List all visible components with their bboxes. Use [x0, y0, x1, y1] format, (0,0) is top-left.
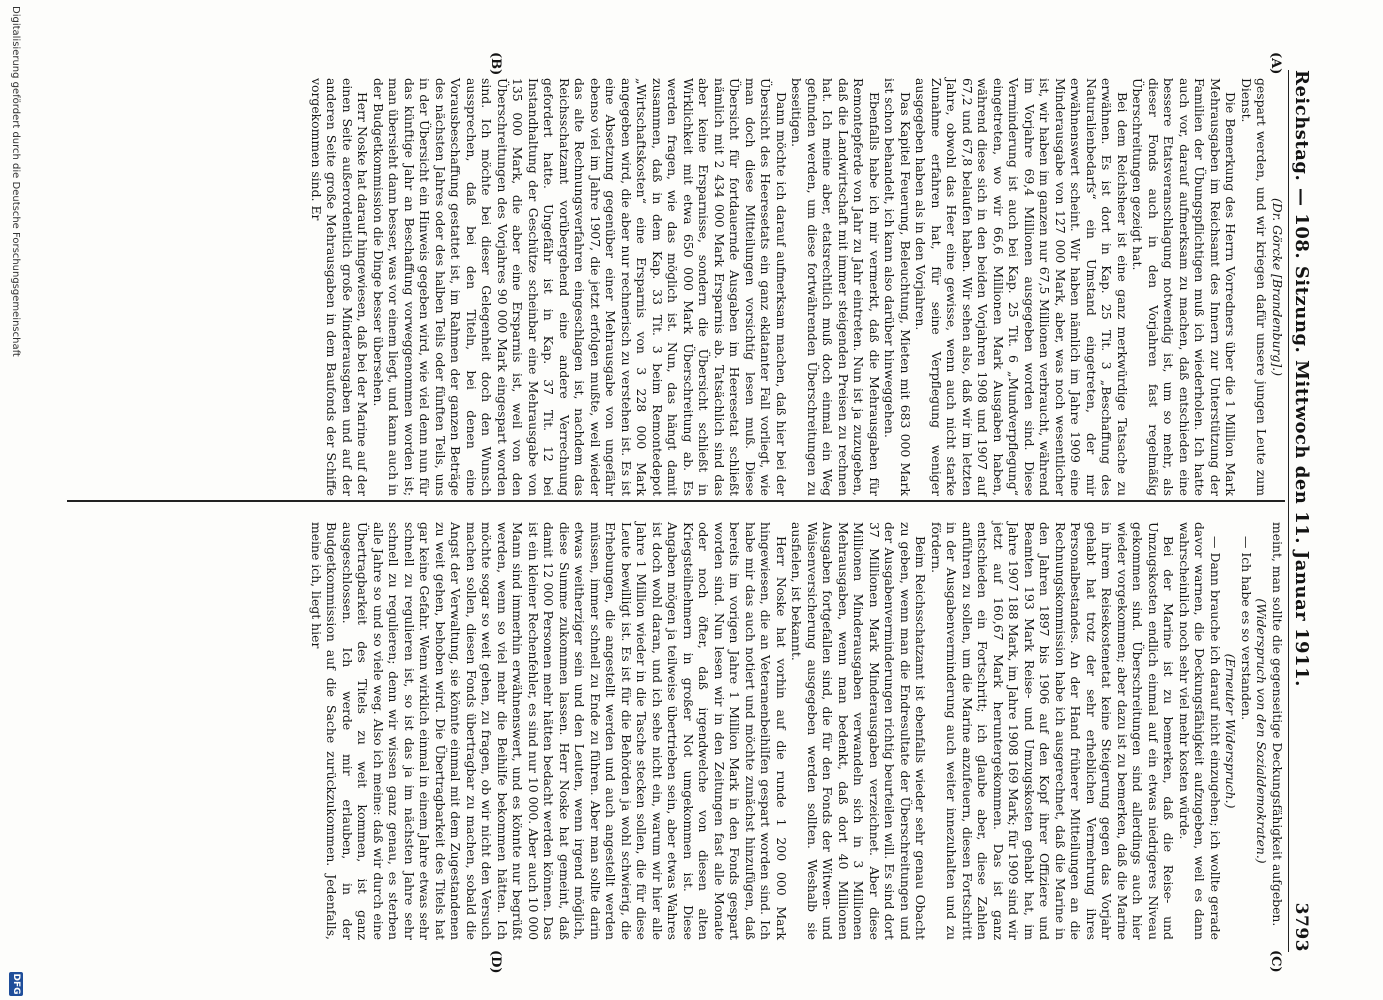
- paragraph: Dann möchte ich darauf aufmerksam machen, daß hier bei der Übersicht des Heeresetats ein ganz eklatanter Fall vorliegt, wie man doch diese Mitteilungen vorsichtig lesen muß. Diese Übersicht für fortdauernde Ausgaben im Heeresetat schließt nämlich mit 2 434 000 Mark Ersparnis ab. Tatsächlich sind das aber keine Ersparnisse, sondern die Übersicht schließt in Wirklichkeit mit etwa 650 000 Mark Überschreitung ab. Es werden fragen, wie das möglich ist. Nun, das hängt damit zusammen, daß in dem Kap. 33 Tit. 3 beim Remontedepot „Wirtschaftskosten“ eine Ersparnis von 3 228 000 Mark angegeben wird, die aber nur rechnerisch zu verstehen ist. Es ist eine Absetzung gegenüber einer Mehrausgabe von ungefähr ebenso viel im Jahre 1907, die jetzt erfolgen mußte, weil wieder das alte Rechnungsverfahren eingeschlagen ist, nachdem das Reichsschatzamt vorübergehend eine andere Verrechnung gefordert hatte. Ungefähr ist in Kap. 37 Tit. 12 bei Instandhaltung der Geschütze scheinbar eine Mehrausgabe von 135 000 Mark, die aber eine Ersparnis ist, weil von den Überschreitungen des Vorjahres 90 000 Mark eingespart worden sind. Ich möchte bei dieser Gelegenheit doch den Wunsch aussprechen, daß bei den Titeln, bei denen eine Vorausbeschaffung gestattet ist, im Rahmen der ganzen Beträge des nächsten Jahres oder des halben Teils oder fünften Teils, uns in der Übersicht ein Hinweis gegeben wird, wie viel denn nun für das künftige Jahr an Beschaffung vorweggenommen worden ist; man übersieht dann besser, was vor einem liegt, und kann auch in der Budgetkommission die Dinge besser übersehen.: [371, 78, 789, 496]
- paragraph: Bei dem Reichsheer ist eine ganz merkwürdige Tatsache zu erwähnen. Es ist dort in Kap. 25 Tit. 3 „Beschaffung des Naturalienbedarfs“ ein Umstand eingetreten, der mir erwähnenswert scheint. Wir haben nämlich im Jahre 1909 eine Minderausgabe von 127 000 Mark, aber, was noch wesentlicher ist, wir haben im ganzen nur 67,5 Millionen verbraucht, während im Vorjahre 69,4 Millionen ausgegeben worden sind. Diese Verminderung ist auch bei Kap. 25 Tit. 6 „Mundverpflegung“ eingetreten, wo wir 66,6 Millionen Mark Ausgaben haben, während diese sich in den beiden Vorjahren 1908 und 1907 auf 67,2 und 67,8 belaufen haben. Wir sehen also, daß wir im letzten Jahre, obwohl das Heer eine gewisse, wenn auch nicht starke Zunahme erfahren hat, für seine Verpflegung weniger ausgegeben haben als in den Vorjahren.: [913, 78, 1130, 496]
- right-column: [309, 522, 1286, 940]
- paragraph: Beim Reichsschatzamt ist ebenfalls wieder sehr genau Obacht zu geben, wenn man die Endresultate der Überschreitungen und der Ausgabenverminderungen richtig beurteilen will. Es sind dort 37 Millionen Mark Minderausgaben verzeichnet. Aber diese Millionen Minderausgaben verwandeln sich in 3 Millionen Mehrausgaben, wenn man bedenkt, daß dort 40 Millionen Ausgaben fortgefallen sind, die für den Fonds der Witwen- und Waisenversicherung ausgegeben werden sollten. Weshalb sie ausfielen, ist bekannt.: [789, 522, 929, 940]
- margin-marker-a: (A): [1268, 52, 1283, 75]
- interjection: (Erneuter Widerspruch.): [1223, 653, 1239, 809]
- paragraph: Ebenfalls habe ich mir vermerkt, daß die Mehrausgaben für Remontepferde von Jahr zu Jahr eintreten. Nun ist ja zuzugeben, daß die Landwirtschaft mit immer steigenden Preisen zu rechnen hat. Ich meine aber, etatsrechtlich muß doch einmal ein Weg gefunden werden, um diese fortwährenden Überschreitungen zu beseitigen.: [789, 78, 882, 496]
- paragraph: Die Bemerkung des Herrn Vorredners über die 1 Million Mark Mehrausgaben im Reichsamt des Innern zur Unterstützung der Familien der Übungspflichtigen muß ich wiederholen. Ich hatte auch vor, darauf aufmerksam zu machen, daß entschieden eine bessere Etatsveranschlagung notwendig ist, um so mehr, als dieser Fonds auch in den Vorjahren fast regelmäßig Überschreitungen gezeigt hat.: [1130, 78, 1239, 496]
- paragraph: gespart werden, und wir kriegen dafür unsere jungen Leute zum Dienst.: [1239, 78, 1270, 496]
- left-column: [309, 78, 1286, 496]
- margin-marker-b: (B): [488, 52, 503, 76]
- paragraph: — Ich habe es so verstanden.: [1239, 536, 1254, 721]
- paragraph: meint, man sollte die gegenseitige Deckungsfähigkeit aufgeben.: [1270, 522, 1285, 927]
- paragraph: — Dann brauche ich darauf nicht einzugehen; ich wollte gerade davor warnen, die Deckungsfähigkeit aufzugeben, weil es dann wahrscheinlich noch sehr viel mehr kosten würde.: [1177, 522, 1223, 940]
- page-header: [1288, 70, 1317, 952]
- speaker-note: (Dr. Görcke [Brandenburg].): [1270, 197, 1285, 377]
- interjection: (Widerspruch von den Sozialdemokraten.): [1254, 598, 1270, 864]
- paragraph: Bei der Marine ist zu bemerken, daß die Reise- und Umzugskosten endlich einmal auf ein etwas niedrigeres Niveau gekommen sind. Überschreitungen sind allerdings auch hier wieder vorgekommen; aber dazu ist zu bemerken, daß die Marine in ihrem Reisekostenetat keine Steigerung gegen das Vorjahr gehabt hat trotz der sehr erheblichen Vermehrung ihres Personalbestandes. An der Hand früherer Mitteilungen an die Rechnungskommission habe ich ausgerechnet, daß die Marine in den Jahren 1897 bis 1906 auf den Kopf ihrer Offiziere und Beamten 193 Mark Reise- und Umzugskosten gehabt hat, im Jahre 1907 188 Mark, im Jahre 1908 169 Mark; für 1909 sind wir jetzt auf 160,67 Mark heruntergekommen. Das ist ganz entschieden ein Fortschritt; ich glaube aber, diese Zahlen anführen zu sollen, um die Marine anzufeuern, diesen Fortschritt in der Ausgabenverminderung auch weiter innezuhalten und zu fördern.: [929, 522, 1177, 940]
- digitization-credit: Digitalisierung gefördert durch die Deutsche Forschungsgemeinschaft: [10, 6, 21, 357]
- column-divider: [67, 500, 1285, 502]
- paragraph: Herr Noske hat vorhin auf die runde 1 200 000 Mark hingewiesen, die an Veteranenbeihilfen gespart worden sind. Ich habe mir das auch notiert und möchte zunächst hinzufügen, daß bereits im vorigen Jahre 1 Million Mark in den Fonds gespart worden sind. Nun lesen wir in den Zeitungen fast alle Monate oder noch öfter, daß irgendwelche von diesen alten Kriegsteilnehmern in großer Not umgekommen ist. Diese Angaben mögen ja teilweise übertrieben sein, aber etwas Wahres ist doch wohl daran, und ich sehe nicht ein, warum wir hier alle Jahre 1 Million wieder in die Tasche stecken sollen, die für diese Leute bewilligt ist. Es ist für die Behörden ja wohl schwierig, die Erhebungen, die angestellt werden und auch angestellt werden müssen, immer schnell zu Ende zu führen. Aber man sollte darin etwas weitherziger sein und den Leuten, wenn irgend möglich, diese Summe zukommen lassen. Herr Noske hat gemeint, daß damit 12 000 Personen mehr hätten bedacht werden können. Das ist ein kleiner Rechenfehler, es sind nur 10 000. Aber auch 10 000 Mann sind immerhin erwähnenswert, und es könnte nur begrüßt werden, wenn so viel mehr die Beihilfe bekommen hätten. Ich möchte sogar so weit gehen, zu fragen, ob wir nicht den Versuch machen sollen, diesen Fonds übertragbar zu machen, sobald die Angst der Verwaltung, sie könnte einmal mit dem Zugestandenen zu weit gehen, behoben wird. Die Übertragbarkeit des Titels hat gar keine Gefahr. Wenn wirklich einmal in einem Jahre etwas sehr schnell zu regulieren ist, so ist das ja im nächsten Jahre sehr schnell zu regulieren; denn wir wissen ganz genau, es sterben alle Jahre so und so viele weg. Also ich meine: daß wir durch eine Übertragbarkeit des Titels zu weit kommen, ist ganz ausgeschlossen. Ich werde mir erlauben, in der Budgetkommission auf die Sache zurückzukommen. Jedenfalls, meine ich, liegt hier: [309, 522, 789, 940]
- header-title: Reichstag. — 108. Sitzung. Mittwoch den 11. Januar 1911.: [1291, 70, 1312, 687]
- paragraph: Herr Noske hat darauf hingewiesen, daß bei der Marine auf der einen Seite außerordentlich große Minderausgaben und auf der anderen Seite große Mehrausgaben in dem Baufonds der Schiffe vorgekommen sind. Er: [309, 78, 371, 496]
- paragraph: Das Kapitel Feuerung, Beleuchtung, Mieten mit 683 000 Mark ist schon behandelt, ich kann also darüber hinweggehen.: [882, 78, 913, 496]
- margin-marker-d: (D): [488, 950, 503, 974]
- page-number: 3793: [1291, 902, 1311, 952]
- dfg-logo: DFG: [11, 973, 21, 995]
- margin-marker-c: (C): [1268, 950, 1283, 973]
